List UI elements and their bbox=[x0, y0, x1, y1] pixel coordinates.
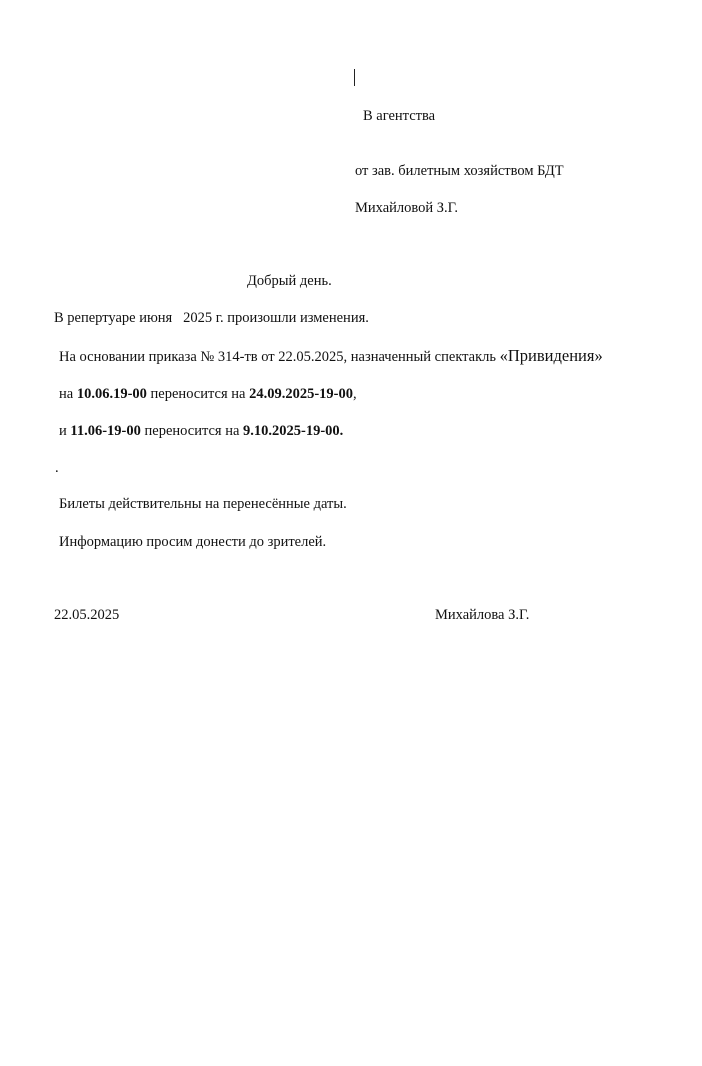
reschedule-2-old-date: 11.06-19-00 bbox=[70, 423, 141, 439]
signature-name: Михайлова З.Г. bbox=[435, 607, 530, 623]
from-position-line: от зав. билетным хозяйством БДТ bbox=[355, 163, 564, 179]
stray-dot: . bbox=[55, 460, 59, 476]
reschedule-1-old-date: 10.06.19-00 bbox=[76, 386, 147, 402]
reschedule-1-suffix: , bbox=[352, 386, 357, 402]
greeting: Добрый день. bbox=[247, 273, 332, 289]
reschedule-1-new-date: 24.09.2025-19-00 bbox=[249, 386, 353, 402]
order-basis-text: На основании приказа № 314-тв от 22.05.2025, назначенный спектакль bbox=[59, 349, 500, 365]
inform-viewers-note: Информацию просим донести до зрителей. bbox=[59, 534, 327, 550]
text-cursor bbox=[354, 69, 355, 86]
recipient-line: В агентства bbox=[363, 108, 436, 124]
document-date: 22.05.2025 bbox=[54, 607, 120, 623]
intro-paragraph: В репертуаре июня 2025 г. произошли изменения. bbox=[54, 310, 369, 326]
reschedule-line-1 bbox=[59, 385, 357, 403]
show-title: «Привидения» bbox=[499, 346, 603, 365]
reschedule-line-2 bbox=[59, 422, 343, 440]
order-basis-paragraph bbox=[59, 347, 603, 366]
reschedule-2-prefix: и bbox=[59, 423, 71, 439]
reschedule-2-new-date: 9.10.2025-19-00. bbox=[243, 423, 344, 439]
from-name-line: Михайловой З.Г. bbox=[355, 200, 459, 216]
reschedule-1-middle: переносится на bbox=[146, 386, 250, 402]
tickets-valid-note: Билеты действительны на перенесённые даты. bbox=[59, 496, 347, 512]
reschedule-1-prefix: на bbox=[59, 386, 77, 402]
reschedule-2-middle: переносится на bbox=[140, 423, 244, 439]
